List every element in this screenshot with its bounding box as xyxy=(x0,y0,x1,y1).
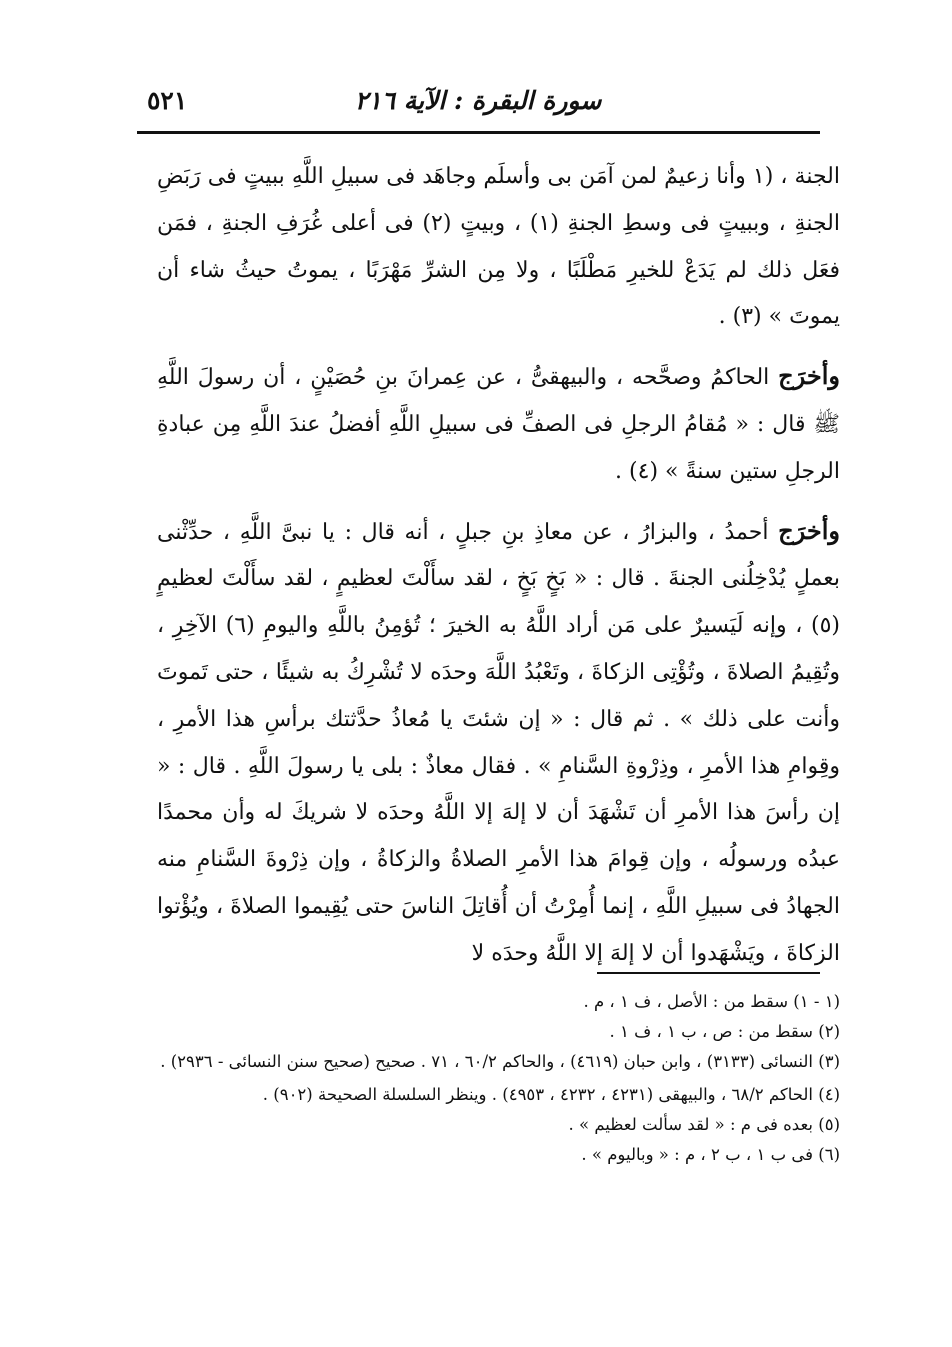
paragraph-lead: وأخرَج xyxy=(778,361,840,391)
paragraph-3 xyxy=(157,508,840,978)
footnote-1: (١ - ١) سقط من : الأصل ، ف ١ ، م . xyxy=(583,992,840,1011)
running-title: سورة البقرة : الآية ٢١٦ xyxy=(354,86,602,115)
footnote-separator xyxy=(597,972,820,974)
footnotes xyxy=(157,987,840,1170)
paragraph-1 xyxy=(157,152,840,341)
main-text xyxy=(157,152,840,978)
paragraph-lead: وأخرَج xyxy=(778,515,840,545)
footnote-2: (٢) سقط من : ص ، ب ١ ، ف ١ . xyxy=(609,1022,840,1041)
footnote-4: (٤) الحاكم ٦٨/٢ ، والبيهقى (٤٢٣١ ، ٤٢٣٢ ، ٤٩٥٣) . وينظر السلسلة الصحيحة (٩٠٢) . xyxy=(262,1085,840,1104)
paragraph-text: أحمدُ ، والبزارُ ، عن معاذِ بنِ جبلٍ ، أنه قال : يا نبىَّ اللَّهِ ، حدِّثْنى بعملٍ يُدْخِلُنى الجنةَ . قال : « بَخٍ بَخٍ ، لقد سأَلْتَ لعظيمٍ ، لقد سأَلْتَ لعظيمٍ (٥) ، وإنه لَيَسيرٌ على مَن أراد اللَّهُ به الخيرَ ؛ تُؤمِنُ باللَّهِ واليومِ (٦) الآخِرِ ، وتُقِيمُ الصلاةَ ، وتُؤْتِى الزكاةَ ، وتَعْبُدُ اللَّهَ وحدَه لا تُشْرِكُ به شيئًا ، حتى تَموتَ وأنت على ذلك » . ثم قال : « إن شئتَ يا مُعاذُ حدَّثتك برأسِ هذا الأمرِ ، وقِوامِ هذا الأمرِ ، وذِرْوةِ السَّنامِ » . فقال معاذٌ : بلى يا رسولَ اللَّهِ . قال : « إن رأسَ هذا الأمرِ أن تَشْهَدَ أن لا إلهَ إلا اللَّهُ وحدَه لا شريكَ له وأن محمدًا عبدُه ورسولُه ، وإن قِوامَ هذا الأمرِ الصلاةُ والزكاةُ ، وإن ذِرْوةَ السَّنامِ منه الجهادُ فى سبيلِ اللَّهِ ، إنما أُمِرْتُ أن أُقاتِلَ الناسَ حتى يُقِيموا الصلاةَ ، ويُؤْتوا الزكاةَ ، ويَشْهَدوا أن لا إلهَ إلا اللَّهُ وحدَه لا xyxy=(157,519,841,966)
paragraph-text: الحاكمُ وصحَّحه ، والبيهقىُّ ، عن عِمرانَ بنِ حُصَيْنٍ ، أن رسولَ اللَّهِ ﷺ قال : « مُقامُ الرجلِ فى الصفِّ فى سبيلِ اللَّهِ أفضلُ عندَ اللَّهِ مِن عبادةِ الرجلِ ستين سنةً » (٤) . xyxy=(157,365,840,484)
footnote-5: (٥) بعده فى م : « لقد سألت لعظيم » . xyxy=(568,1115,840,1134)
page-number: ٥٢١ xyxy=(147,86,188,115)
footnote-6: (٦) فى ب ١ ، ب ٢ ، م : « وباليوم » . xyxy=(581,1145,840,1164)
footnote-3: (٣) النسائى (٣١٣٣) ، وابن حبان (٤٦١٩) ، والحاكم ٦٠/٢ ، ٧١ . صحيح (صحيح سنن النسائى - ٢٩٣٦) . xyxy=(160,1052,840,1071)
page-header xyxy=(137,74,819,130)
paragraph-2 xyxy=(157,353,840,495)
header-rule xyxy=(137,131,820,134)
paragraph-text: الجنة ، (١ وأنا زعيمٌ لمن آمَن بى وأسلَم وجاهَد فى سبيلِ اللَّهِ ببيتٍ فى رَبَضِ الجنةِ ، وببيتٍ فى وسطِ الجنةِ (١) ، وبيتٍ (٢) فى أعلى غُرَفِ الجنةِ ، فمَن فعَل ذلك لم يَدَعْ للخيرِ مَطْلَبًا ، ولا مِن الشرِّ مَهْرَبًا ، يموتُ حيثُ شاء أن يموتَ » (٣) . xyxy=(157,164,841,330)
